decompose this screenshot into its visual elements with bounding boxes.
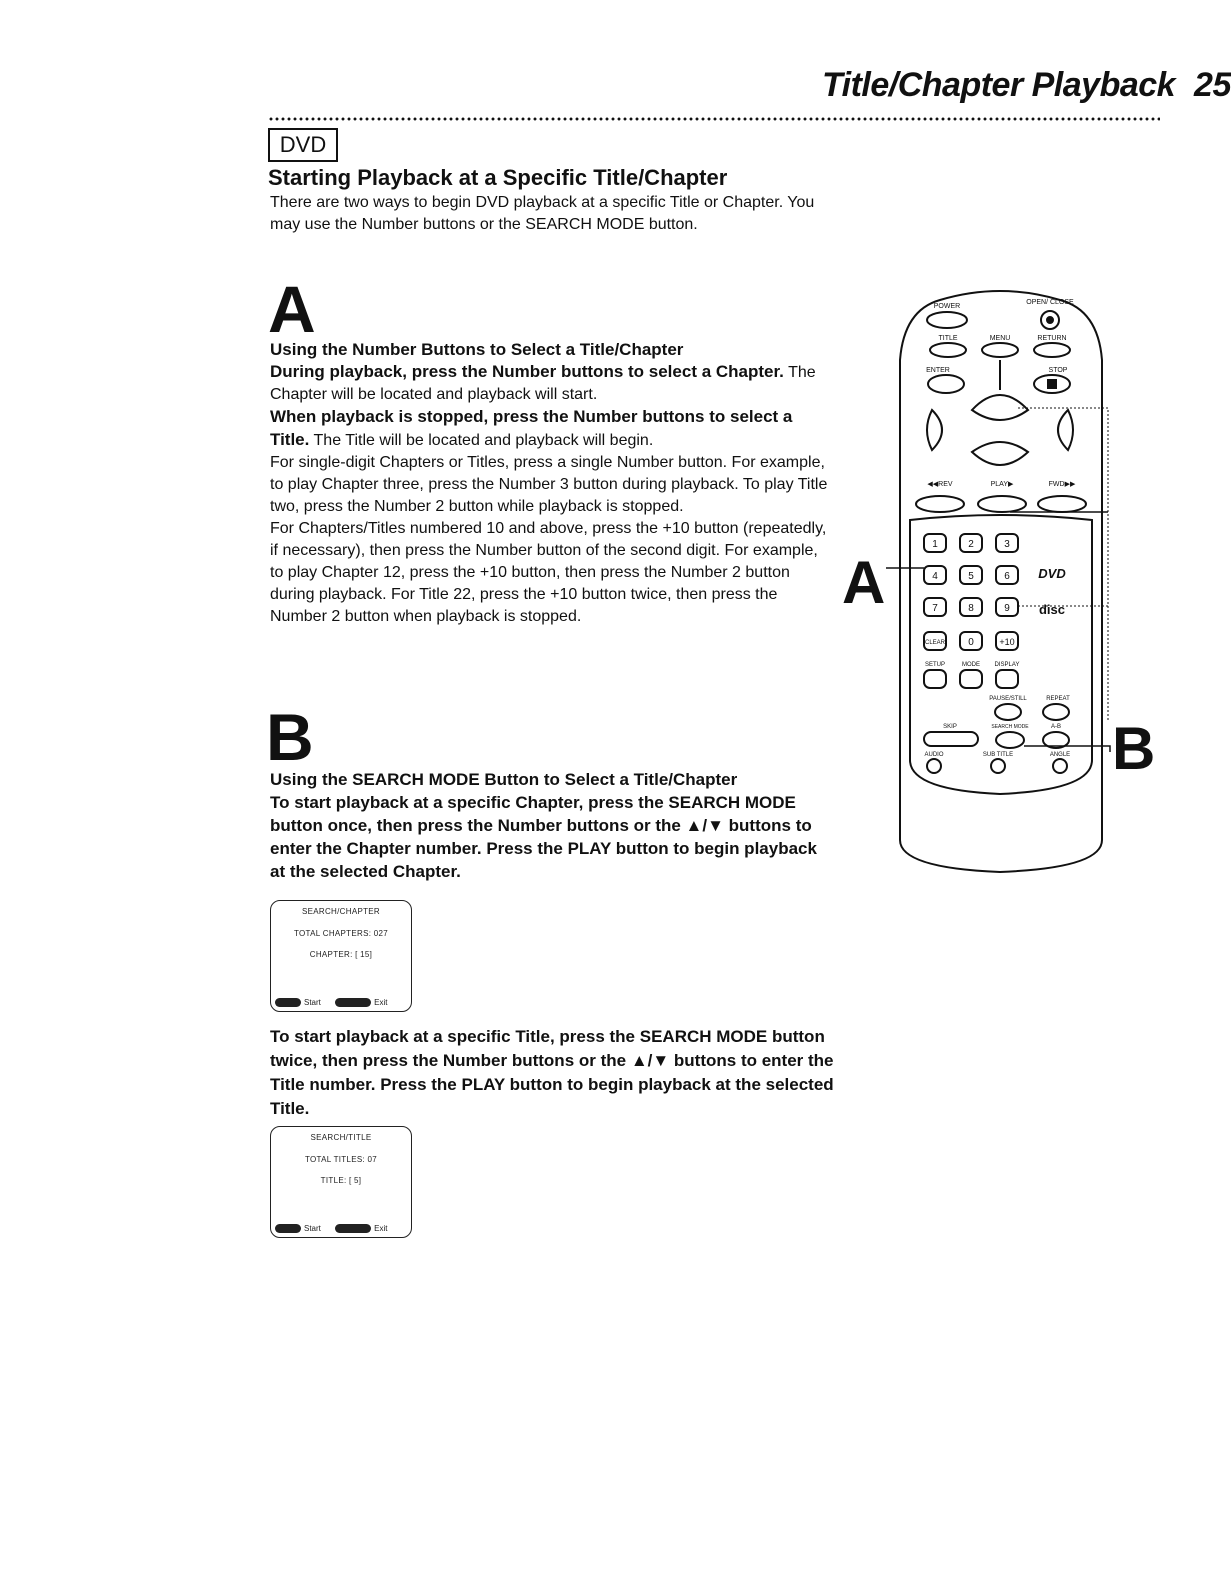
remote-control-illustration <box>880 280 1130 880</box>
label-angle: ANGLE <box>1049 752 1071 758</box>
key-6: 6 <box>1004 571 1010 582</box>
label-stop: STOP <box>1048 367 1068 374</box>
title-screen-line3: TITLE: [ 5] <box>320 1176 362 1185</box>
subtitle-button <box>991 759 1005 773</box>
label-menu: MENU <box>989 335 1011 342</box>
title-screen-line1: SEARCH/TITLE <box>310 1133 372 1142</box>
label-repeat: REPEAT <box>1046 696 1070 702</box>
label-power: POWER <box>933 303 961 310</box>
intro-text: There are two ways to begin DVD playback at a specific Title or Chapter. You may use the Number buttons or the SEARCH MODE button. <box>270 194 815 233</box>
display-button <box>996 670 1018 688</box>
return-pill-icon <box>335 998 371 1007</box>
key-5: 5 <box>968 571 974 582</box>
return-pill-icon <box>335 1224 371 1233</box>
audio-button <box>927 759 941 773</box>
key-0: 0 <box>968 637 974 648</box>
enter-button <box>928 375 964 393</box>
step-a-p2-bold: When playback is stopped, press the Number buttons to select a Title. <box>270 407 793 449</box>
label-open-close: OPEN/ CLOSE <box>1026 299 1074 306</box>
label-skip: SKIP <box>943 724 957 730</box>
setup-button <box>924 670 946 688</box>
step-b-block <box>270 769 830 883</box>
disc-logo: disc <box>1038 602 1066 617</box>
label-pause: PAUSE/STILL <box>989 696 1027 702</box>
page-header <box>822 66 1231 105</box>
callout-a: A <box>842 549 886 616</box>
step-b-p2: To start playback at a specific Title, press the SEARCH MODE button twice, then press the Number buttons or the ▲/▼ buttons to enter the Title number. Press the PLAY button to begin playback at the selected Title. <box>270 1027 834 1118</box>
chapter-screen-line1: SEARCH/CHAPTER <box>302 907 380 916</box>
step-a-block <box>270 339 830 628</box>
chapter-screen-footer <box>275 998 387 1007</box>
step-b-heading: Using the SEARCH MODE Button to Select a Title/Chapter <box>270 770 738 789</box>
key-2: 2 <box>968 539 974 550</box>
dvd-logo: DVD <box>1038 566 1066 581</box>
chapter-screen-start: Start <box>304 997 321 1007</box>
label-enter: ENTER <box>926 367 950 374</box>
chapter-screen-line3: CHAPTER: [ 15] <box>309 950 373 959</box>
label-fwd: FWD▶▶ <box>1048 481 1076 488</box>
step-a-p2-rest: The Title will be located and playback will begin. <box>309 432 654 449</box>
step-a-p4: For Chapters/Titles numbered 10 and above, press the +10 button (repeatedly, if necessary), then press the Number button of the second digit. For example, to play Chapter 12, press the +10 button, then press the Number 2 button during playback. For Title 22, press the +10 button twice, then press the Number 2 button when playback is stopped. <box>270 520 827 625</box>
title-screen-line2: TOTAL TITLES: 07 <box>304 1155 378 1164</box>
play-button <box>978 496 1026 512</box>
label-display: DISPLAY <box>994 662 1020 668</box>
key-9: 9 <box>1004 603 1010 614</box>
chapter-screen-line2: TOTAL CHAPTERS: 027 <box>293 929 389 938</box>
fwd-button <box>1038 496 1086 512</box>
key-4: 4 <box>932 571 938 582</box>
key-plus10: +10 <box>999 637 1015 647</box>
header-title: Title/Chapter Playback <box>822 66 1176 104</box>
step-a-letter: A <box>268 272 316 346</box>
down-arrow-button <box>972 442 1028 465</box>
angle-button <box>1053 759 1067 773</box>
label-search-mode: SEARCH MODE <box>991 724 1029 730</box>
step-b-letter: B <box>266 700 314 774</box>
menu-button <box>982 343 1018 357</box>
label-setup: SETUP <box>924 662 946 668</box>
title-screen-exit: Exit <box>374 1223 388 1233</box>
label-return: RETURN <box>1037 335 1067 342</box>
step-a-p3: For single-digit Chapters or Titles, press a single Number button. For example, to play Chapter three, press the Number 3 button during playback. To play Title two, press the Number 2 button while playback is stopped. <box>270 454 828 515</box>
page-number: 25 <box>1194 66 1231 104</box>
pause-still-button <box>995 704 1021 720</box>
repeat-button <box>1043 704 1069 720</box>
step-b-p1: To start playback at a specific Chapter, press the SEARCH MODE button once, then press the Number buttons or the ▲/▼ buttons to enter the Chapter number. Press the PLAY button to begin playback at the selected Chapter. <box>270 793 817 881</box>
dotted-rule <box>268 116 1160 122</box>
mode-button <box>960 670 982 688</box>
chapter-search-screen <box>270 900 412 1012</box>
label-audio: AUDIO <box>924 752 944 758</box>
search-mode-button <box>996 732 1024 748</box>
key-8: 8 <box>968 603 974 614</box>
skip-buttons <box>924 732 978 746</box>
section-title: Starting Playback at a Specific Title/Chapter <box>268 165 728 190</box>
chapter-screen-exit: Exit <box>374 997 388 1007</box>
label-play: PLAY▶ <box>990 481 1014 488</box>
step-a-p1-rest: The Chapter will be located and playback will start. <box>270 364 816 403</box>
power-button <box>927 312 967 328</box>
return-button <box>1034 343 1070 357</box>
label-ab: A-B <box>1050 724 1062 730</box>
label-subtitle: SUB TITLE <box>982 752 1014 758</box>
step-a-p1-bold: During playback, press the Number buttons to select a Chapter. <box>270 362 784 381</box>
label-mode: MODE <box>962 662 980 668</box>
step-a-heading: Using the Number Buttons to Select a Title/Chapter <box>270 340 684 359</box>
title-button <box>930 343 966 357</box>
label-rev: ◀◀REV <box>927 481 953 488</box>
key-3: 3 <box>1004 539 1010 550</box>
title-screen-footer <box>275 1224 387 1233</box>
dvd-badge: DVD <box>268 128 338 162</box>
callout-b: B <box>1112 715 1156 782</box>
title-search-screen <box>270 1126 412 1238</box>
title-screen-start: Start <box>304 1223 321 1233</box>
right-arrow-button <box>1058 410 1073 450</box>
rev-button <box>916 496 964 512</box>
key-1: 1 <box>932 539 938 550</box>
left-arrow-button <box>927 410 942 450</box>
play-pill-icon <box>275 998 301 1007</box>
key-7: 7 <box>932 603 938 614</box>
label-title: TITLE <box>938 335 958 342</box>
key-clear: CLEAR <box>924 640 946 646</box>
play-pill-icon <box>275 1224 301 1233</box>
